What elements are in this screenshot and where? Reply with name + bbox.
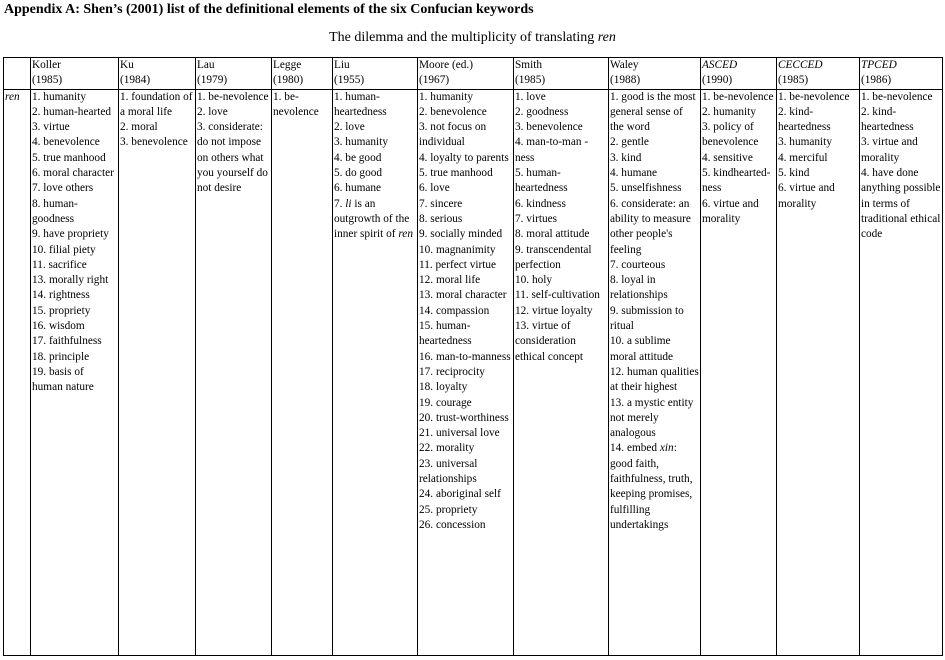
definition-entry: 20. trust-worthiness xyxy=(419,411,509,424)
source-name: Liu xyxy=(334,59,350,71)
definition-entry: 14. rightness xyxy=(32,289,90,302)
definition-entry: 9. have propriety xyxy=(32,228,109,241)
source-year: (1979) xyxy=(197,74,228,87)
definition-entry: 7. virtues xyxy=(515,212,558,225)
definition-entry: 6. kindness xyxy=(515,197,566,210)
definition-entry: 4. humane xyxy=(610,167,658,180)
definition-entry: 4. sensitive xyxy=(702,151,753,164)
ren-row xyxy=(4,89,943,655)
definition-entry: 3. humanity xyxy=(334,136,388,149)
definition-entry: 2. love xyxy=(197,105,228,118)
column-header xyxy=(272,58,333,90)
definition-entry: 2. goodness xyxy=(515,105,569,118)
definition-entry: 2. love xyxy=(334,121,365,134)
definition-entry: 13. a mystic entity not merely analogous xyxy=(610,396,694,440)
definition-entry: 13. moral character xyxy=(419,289,507,302)
table-subtitle xyxy=(0,30,945,46)
definition-entry: 1. human-heartedness xyxy=(334,90,387,118)
source-name: Smith xyxy=(515,59,542,71)
source-name: Lau xyxy=(197,59,215,71)
source-name: Koller xyxy=(32,59,61,71)
definition-fragment: xin xyxy=(659,442,674,455)
source-year: (1985) xyxy=(515,74,546,87)
definition-entry: 1. be-nevolence xyxy=(778,90,850,103)
definition-entry: 7. love others xyxy=(32,182,94,195)
definition-entry: 8. moral attitude xyxy=(515,228,590,241)
definition-entry: 2. gentle xyxy=(610,136,649,149)
definition-fragment: is an outgrowth of the inner spirit of xyxy=(334,197,410,241)
definition-entry: 9. socially minded xyxy=(419,228,503,241)
definition-entry: 10. holy xyxy=(515,274,553,287)
definition-entry: 5. do good xyxy=(334,167,383,180)
definition-fragment: 7. xyxy=(334,197,346,210)
definition-entry: 4. benevolence xyxy=(32,136,100,149)
definition-entry: 1. love xyxy=(515,90,546,103)
definitions-cell xyxy=(196,89,272,655)
definition-entry: 11. perfect virtue xyxy=(419,258,497,271)
definition-entry: 1. humanity xyxy=(32,90,86,103)
definition-entry: 13. virtue of consideration ethical concept xyxy=(515,320,584,363)
source-year: (1980) xyxy=(273,74,304,87)
definition-entry: 26. concession xyxy=(419,518,486,531)
definitions-cell xyxy=(272,89,333,655)
definitions-cell xyxy=(31,89,119,655)
row-label: ren xyxy=(4,89,31,655)
column-header xyxy=(196,58,272,90)
definitions-cell xyxy=(777,89,860,655)
definitions-cell xyxy=(333,89,418,655)
definition-entry: 17. reciprocity xyxy=(419,365,485,378)
definitions-cell xyxy=(514,89,609,655)
definition-entry: 2. moral xyxy=(120,121,158,134)
definition-entry: 4. be good xyxy=(334,151,382,164)
definition-entry: 5. unselfishness xyxy=(610,182,682,195)
definition-entry: 6. virtue and morality xyxy=(778,182,835,210)
definition-entry: 3. policy of benevolence xyxy=(702,121,759,149)
column-header xyxy=(31,58,119,90)
definition-entry: 22. morality xyxy=(419,442,475,455)
source-year: (1990) xyxy=(702,74,733,87)
definition-entry: 25. propriety xyxy=(419,503,478,516)
definition-entry: 23. universal relationships xyxy=(419,457,478,486)
definition-fragment: : good faith, faithfulness, truth, keeping promises, fulfilling undertakings xyxy=(610,442,693,531)
definition-entry xyxy=(334,197,416,243)
definition-entry: 13. morally right xyxy=(32,274,109,287)
definition-entry: 21. universal love xyxy=(419,427,500,440)
definition-entry: 3. humanity xyxy=(778,136,832,149)
header-row xyxy=(4,58,943,90)
definition-entry: 6. virtue and morality xyxy=(702,197,759,225)
source-year: (1988) xyxy=(610,74,641,87)
definition-fragment: ren xyxy=(398,228,413,241)
column-header xyxy=(418,58,514,90)
definition-entry: 15. human-heartedness xyxy=(419,320,472,348)
source-year: (1967) xyxy=(419,74,450,87)
header-corner xyxy=(4,58,31,90)
source-name: Waley xyxy=(610,59,639,71)
definition-entry: 24. aboriginal self xyxy=(419,488,501,501)
subtitle-term: ren xyxy=(597,30,616,45)
definition-entry: 12. moral life xyxy=(419,274,481,287)
definition-entry: 2. benevolence xyxy=(419,105,487,118)
column-header xyxy=(609,58,701,90)
definitions-cell xyxy=(860,89,943,655)
definition-entry: 2. human-hearted xyxy=(32,105,112,118)
source-year: (1984) xyxy=(120,74,151,87)
definition-entry: 5. true manhood xyxy=(419,167,493,180)
definition-entry: 4. have done anything possible in terms of traditional ethical code xyxy=(861,167,941,241)
column-header xyxy=(333,58,418,90)
definition-entry: 2. kind-heartedness xyxy=(778,105,831,134)
definition-entry: 16. wisdom xyxy=(32,320,85,333)
definition-entry: 3. not focus on individual xyxy=(419,121,487,149)
definition-entry: 18. loyalty xyxy=(419,381,468,394)
definition-entry: 17. faithfulness xyxy=(32,335,102,348)
definition-entry: 6. humane xyxy=(334,182,382,195)
appendix-title: Appendix A: Shen’s (2001) list of the definitional elements of the six Confucian keywords xyxy=(4,2,534,17)
definition-entry: 10. filial piety xyxy=(32,243,96,256)
source-year: (1986) xyxy=(861,74,892,87)
definition-entry: 12. human qualities at their highest xyxy=(610,365,699,394)
definition-entry: 18. principle xyxy=(32,350,90,363)
definition-fragment: 14. embed xyxy=(610,442,660,455)
definition-entry: 8. serious xyxy=(419,212,463,225)
definition-entry: 11. sacrifice xyxy=(32,258,87,271)
definition-entry: 5. kindhearted-ness xyxy=(702,167,771,195)
source-year: (1985) xyxy=(32,74,63,87)
definition-entry: 4. loyalty to parents xyxy=(419,151,509,164)
definition-entry: 19. basis of human nature xyxy=(32,365,94,394)
definition-entry: 1. foundation of a moral life xyxy=(120,90,193,118)
source-year: (1955) xyxy=(334,74,365,87)
definition-entry: 3. benevolence xyxy=(120,136,188,149)
source-name: Moore (ed.) xyxy=(419,59,473,71)
definition-entry: 3. virtue and morality xyxy=(861,136,918,164)
definition-entry: 5. human-heartedness xyxy=(515,167,568,195)
definitions-cell xyxy=(609,89,701,655)
definition-entry: 8. loyal in relationships xyxy=(610,274,668,302)
definition-entry: 2. kind-heartedness xyxy=(861,105,914,134)
subtitle-text: The dilemma and the multiplicity of translating xyxy=(329,30,598,45)
column-header xyxy=(701,58,777,90)
definitions-cell xyxy=(701,89,777,655)
definition-entry: 7. sincere xyxy=(419,197,463,210)
definition-entry: 3. virtue xyxy=(32,121,70,134)
definition-entry xyxy=(610,441,699,533)
definition-entry: 6. considerate: an ability to measure other people's feeling xyxy=(610,197,691,256)
definition-entry: 5. kind xyxy=(778,167,810,180)
definition-entry: 7. courteous xyxy=(610,258,666,271)
column-header xyxy=(777,58,860,90)
definition-entry: 5. true manhood xyxy=(32,151,106,164)
source-name: ASCED xyxy=(702,59,738,71)
definition-entry: 1. be-nevolence xyxy=(702,90,774,103)
definition-entry: 1. be-nevolence xyxy=(197,90,269,103)
source-year: (1985) xyxy=(778,74,809,87)
definition-entry: 8. human-goodness xyxy=(32,197,78,225)
definition-fragment: li xyxy=(345,197,352,210)
definition-entry: 19. courage xyxy=(419,396,472,409)
definition-entry: 6. moral character xyxy=(32,167,114,180)
definition-entry: 6. love xyxy=(419,182,450,195)
column-header xyxy=(514,58,609,90)
definition-entry: 4. man-to-man -ness xyxy=(515,136,589,164)
definition-entry: 16. man-to-manness xyxy=(419,350,511,363)
definitions-cell xyxy=(119,89,196,655)
definition-entry: 10. a sublime moral attitude xyxy=(610,335,674,363)
column-header xyxy=(119,58,196,90)
source-name: Ku xyxy=(120,59,134,71)
definitions-cell xyxy=(418,89,514,655)
definition-entry: 3. considerate: do not impose on others what you yourself do not desire xyxy=(197,121,268,195)
source-name: CECCED xyxy=(778,59,823,71)
definition-entry: 2. humanity xyxy=(702,105,756,118)
definition-entry: 10. magnanimity xyxy=(419,243,496,256)
definition-entry: 9. submission to ritual xyxy=(610,304,684,333)
definition-entry: 4. merciful xyxy=(778,151,828,164)
definition-entry: 15. propriety xyxy=(32,304,91,317)
definitions-table xyxy=(3,57,943,656)
definition-entry: 3. kind xyxy=(610,151,642,164)
definition-entry: 12. virtue loyalty xyxy=(515,304,593,317)
column-header xyxy=(860,58,943,90)
definition-entry: 1. humanity xyxy=(419,90,473,103)
definition-entry: 1. be-nevolence xyxy=(861,90,933,103)
definition-entry: 11. self-cultivation xyxy=(515,289,600,302)
source-name: Legge xyxy=(273,59,302,71)
definition-entry: 1. good is the most general sense of the word xyxy=(610,90,696,134)
definition-entry: 9. transcendental perfection xyxy=(515,243,592,271)
source-name: TPCED xyxy=(861,59,897,71)
definition-entry: 3. benevolence xyxy=(515,121,583,134)
definition-entry: 14. compassion xyxy=(419,304,490,317)
definition-entry: 1. be-nevolence xyxy=(273,90,319,118)
